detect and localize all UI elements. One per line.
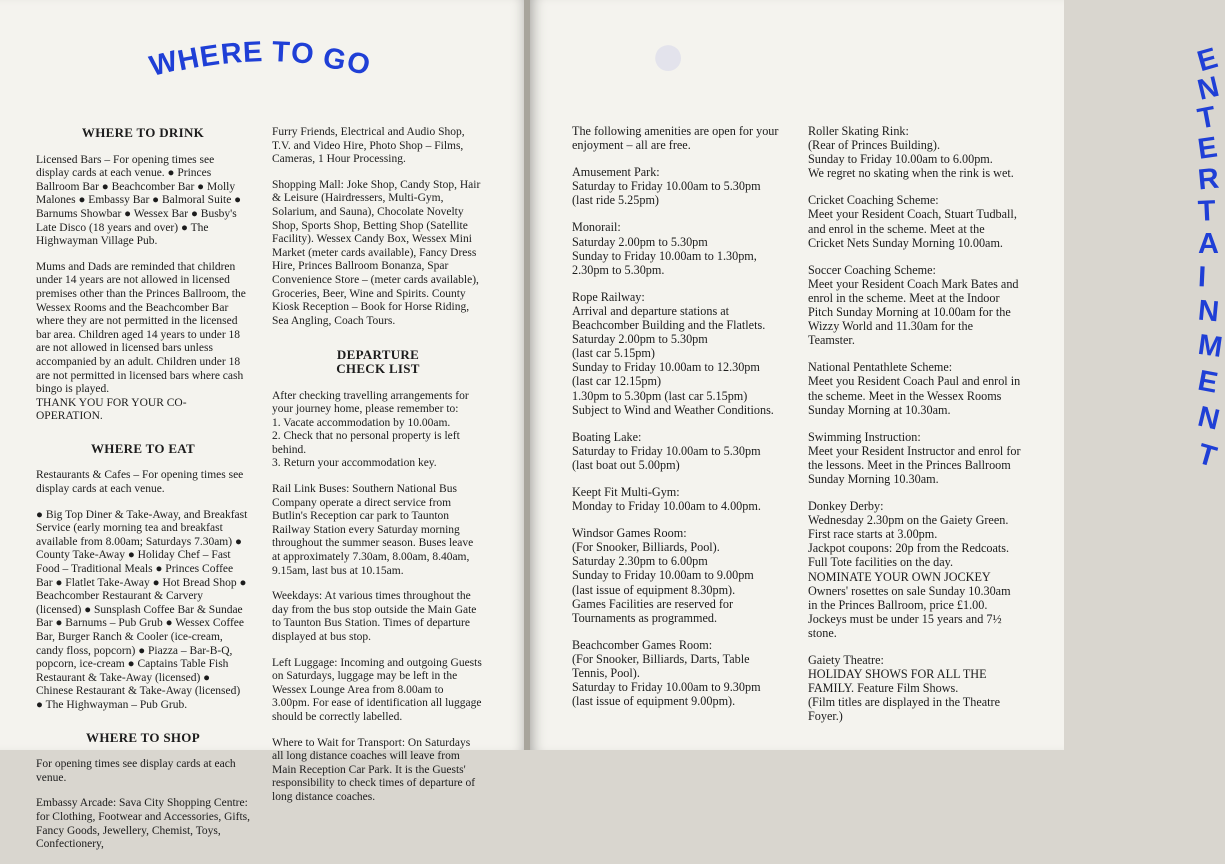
transport-text: Where to Wait for Transport: On Saturdays all long distance coaches will leave from Main Reception Car Park. It is the Guests' responsibility to check times of departure of long distance coaches. — [272, 736, 476, 803]
block-title: Keept Fit Multi-Gym: — [572, 484, 680, 499]
weekdays-text: Weekdays: At various times throughout the day from the bus stop outside the Main Gate to Taunton Bus Station. Times of departure displayed at bus stop. — [272, 590, 477, 643]
block-line: Sunday to Friday 10.00am to 1.30pm, — [572, 248, 757, 263]
block-title: Roller Skating Rink: — [808, 124, 909, 138]
entertainment-block — [808, 263, 1052, 348]
block-line: (last car 5.15pm) — [572, 346, 655, 361]
block-line: NOMINATE YOUR OWN JOCKEY — [808, 569, 991, 584]
where-to-go-banner: WHERE TO GO — [146, 36, 375, 83]
block-line: (last issue of equipment 9.00pm). — [572, 694, 736, 709]
block-line: Jockeys must be under 15 years and 7½ — [808, 611, 1002, 626]
entertainment-block — [808, 653, 1052, 723]
departure-heading: DEPARTURE — [336, 347, 420, 363]
block-line: Monday to Friday 10.00am to 4.00pm. — [572, 499, 761, 514]
block-line: We regret no skating when the rink is wet. — [808, 166, 1014, 181]
block-line: (For Snooker, Billiards, Darts, Table — [572, 651, 750, 666]
checklist-item: 2. Check that no personal property is left behind. — [272, 430, 460, 456]
entertainment-block — [572, 124, 798, 152]
shopping-mall-text: Shopping Mall: Joke Shop, Candy Stop, Hair & Leisure (Hairdressers, Multi-Gym, Solarium, and Sauna), Chocolate Novelty Shop, Sports Shop, Betting Shop (Satellite Facility). Wessex Candy Box, Wessex Mini Market (meter cards available), Fancy Dress Hire, Princes Ballroom Bonanza, Spar Convenience Store – (meter cards available), Groceries, Beer, Wine and Spirits. County Kiosk Reception – Book for Horse Riding, Sea Angling, Coach Tours. — [272, 178, 481, 327]
block-title: Monorail: — [572, 220, 621, 235]
block-line: First race starts at 3.00pm. — [808, 527, 938, 542]
block-line: Owners' rosettes on sale Sunday 10.30am — [808, 583, 1011, 598]
left-column-1 — [36, 126, 250, 864]
block-title: Rope Railway: — [572, 289, 645, 304]
block-line: Pitch Sunday Morning at 10.00am for the — [808, 305, 1011, 320]
block-line: Saturday to Friday 10.00am to 9.30pm — [572, 680, 761, 695]
restaurants-intro-text: Restaurants & Cafes – For opening times see display cards at each venue. — [36, 469, 244, 496]
checklist-intro-text: After checking travelling arrangements for your journey home, please remember to: — [272, 389, 469, 416]
block-line: the scheme. Meet in the Wessex Rooms — [808, 388, 1002, 403]
block-line: Saturday to Friday 10.00am to 5.30pm — [572, 443, 761, 458]
block-line: stone. — [808, 625, 837, 640]
block-line: (last boat out 5.00pm) — [572, 457, 680, 472]
entertainment-block — [572, 220, 798, 276]
entertainment-block — [572, 526, 798, 625]
block-line: (last car 12.15pm) — [572, 374, 662, 389]
left-page — [0, 0, 526, 851]
left-column-2 — [272, 126, 484, 817]
block-line: Sunday Morning at 10.30am. — [808, 402, 951, 417]
background-print-through: ● — [650, 21, 687, 88]
block-line: (last issue of equipment 8.30pm). — [572, 582, 736, 597]
block-line: Meet your Resident Instructor and enrol for — [808, 443, 1021, 458]
block-line: (Film titles are displayed in the Theatre — [808, 695, 1001, 710]
right-column-2 — [808, 124, 1052, 736]
block-line: Wizzy World and 11.30am for the — [808, 319, 974, 334]
block-title: National Pentathlete Scheme: — [808, 360, 953, 375]
entertainment-block — [808, 124, 1052, 180]
block-line: Wednesday 2.30pm on the Gaiety Green. — [808, 513, 1009, 528]
block-title: Gaiety Theatre: — [808, 653, 884, 667]
block-line: Subject to Wind and Weather Conditions. — [572, 402, 774, 417]
entertainment-block — [808, 360, 1052, 416]
entertainment-block — [572, 290, 798, 417]
block-line: and enrol in the scheme. Meet at the — [808, 221, 985, 236]
embassy-arcade-text: Embassy Arcade: Sava City Shopping Centre: for Clothing, Footwear and Accessories, Gifts, Fancy Goods, Jewellery, Chemist, Toys, Confectionery, — [36, 797, 250, 851]
entertainment-block — [572, 638, 798, 708]
block-line: FAMILY. Feature Film Shows. — [808, 681, 959, 696]
block-line: enrol in the scheme. Meet at the Indoor — [808, 290, 1000, 305]
block-line: Foyer.) — [808, 709, 843, 724]
block-line: 2.30pm to 5.30pm. — [572, 262, 665, 277]
block-line: Saturday 2.00pm to 5.30pm — [572, 332, 708, 347]
entertainment-block — [572, 485, 798, 513]
block-title: Swimming Instruction: — [808, 429, 921, 444]
block-line: (For Snooker, Billiards, Pool). — [572, 540, 720, 555]
block-title: Windsor Games Room: — [572, 526, 687, 541]
restaurants-list-text: ● Big Top Diner & Take-Away, and Breakfast Service (early morning tea and breakfast available from 8.00am; Saturdays 7.30am) ● County Take-Away ● Holiday Chef – Fast Food – Traditional Meals ● Princes Coffee Bar ● Flatlet Take-Away ● Hot Bread Shop ● Beachcomber Restaurant & Carvery (licensed) ● Sunsplash Coffee Bar & Sundae Bar ● Barnums – Pub Grub ● Wessex Coffee Bar, Burger Ranch & Cooler (ice-cream, candy floss, popcorn) ● Piazza – Bar-B-Q, popcorn, ice-cream ● Captains Table Fish Restaurant & Take-Away (licensed) ● Chinese Restaurant & Take-Away (licensed) ● The Highwayman – Pub Grub. — [36, 508, 248, 711]
block-line: Cricket Nets Sunday Morning 10.00am. — [808, 235, 1003, 250]
where-to-drink-heading: WHERE TO DRINK — [81, 125, 205, 140]
block-title: Cricket Coaching Scheme: — [808, 193, 939, 208]
entertainment-block — [572, 430, 798, 472]
block-line: Tournaments as programmed. — [572, 610, 718, 625]
block-line: Meet your Resident Coach, Stuart Tudball, — [808, 207, 1017, 222]
entertainment-block — [808, 193, 1052, 249]
block-line: Saturday to Friday 10.00am to 5.30pm — [572, 179, 761, 194]
rail-link-text: Rail Link Buses: Southern National Bus Company operate a direct service from Butlin's Reception car park to Taunton Railway Station every Saturday morning throughout the summer season. Buses leave at approximately 7.30am, 8.00am, 8.40am, 9.15am, last bus at 10.15am. — [272, 483, 474, 577]
block-title: Boating Lake: — [572, 429, 642, 444]
block-line: Full Tote facilities on the day. — [808, 555, 954, 570]
block-line: Arrival and departure stations at — [572, 303, 730, 318]
block-line: Teamster. — [808, 333, 855, 348]
where-to-eat-heading: WHERE TO EAT — [90, 440, 196, 456]
where-to-shop-heading: WHERE TO SHOP — [86, 729, 200, 745]
block-line: 1.30pm to 5.30pm (last car 5.15pm) — [572, 388, 748, 403]
block-line: Beachcomber Building and the Flatlets. — [572, 318, 766, 333]
block-line: HOLIDAY SHOWS FOR ALL THE — [808, 667, 987, 682]
block-line: (last ride 5.25pm) — [572, 193, 659, 208]
block-title: The following amenities are open for your — [572, 124, 779, 138]
entertainment-block — [808, 499, 1052, 640]
block-line: enjoyment – all are free. — [572, 138, 691, 153]
children-notice-text: Mums and Dads are reminded that children under 14 years are not allowed in licensed premises other than the Princes Ballroom, the Wessex Rooms and the Beachcomber Bar where they are not permitted in the licensed bar area. Children aged 14 years to under 18 are not allowed in licensed bars unless accompanied by an adult. Children under 18 are not permitted in licensed bars where cash bingo is played. — [36, 260, 246, 396]
thank-you-text: THANK YOU FOR YOUR CO-OPERATION. — [36, 396, 187, 423]
right-page — [530, 0, 1225, 750]
checklist-item: 3. Return your accommodation key. — [272, 457, 437, 470]
block-line: Saturday 2.00pm to 5.30pm — [572, 234, 708, 249]
shop-continued-text: Furry Friends, Electrical and Audio Shop, T.V. and Video Hire, Photo Shop – Films, Cameras, 1 Hour Processing. — [272, 126, 465, 166]
block-title: Beachcomber Games Room: — [572, 637, 713, 652]
block-line: in the Princes Ballroom, price £1.00. — [808, 597, 988, 612]
block-line: Tennis, Pool). — [572, 666, 640, 680]
block-line: Games Facilities are reserved for — [572, 596, 734, 611]
block-title: Amusement Park: — [572, 165, 660, 180]
block-line: Saturday 2.30pm to 6.00pm — [572, 554, 708, 569]
licensed-bars-text: Licensed Bars – For opening times see display cards at each venue. ● Princes Ballroom Bar ● Beachcomber Bar ● Molly Malones ● Embassy Bar ● Balmoral Suite ● Barnums Showbar ● Wessex Bar ● Busby's Late Disco (18 years and over) ● The Highwayman Village Pub. — [36, 153, 242, 248]
block-line: (Rear of Princes Building). — [808, 138, 941, 153]
entertainment-block — [808, 430, 1052, 486]
block-line: Sunday to Friday 10.00am to 9.00pm — [572, 568, 754, 583]
block-title: Donkey Derby: — [808, 499, 884, 514]
block-title: Soccer Coaching Scheme: — [808, 262, 936, 277]
checklist-items — [272, 417, 484, 471]
block-line: Jackpot coupons: 20p from the Redcoats. — [808, 541, 1010, 556]
block-line: Meet you Resident Coach Paul and enrol in — [808, 374, 1021, 389]
block-line: Sunday Morning 10.30am. — [808, 471, 939, 486]
block-line: Sunday to Friday 10.00am to 6.00pm. — [808, 152, 993, 167]
check-list-heading: CHECK LIST — [336, 360, 420, 376]
entertainment-block — [572, 165, 798, 207]
checklist-item: 1. Vacate accommodation by 10.00am. — [272, 416, 451, 429]
block-line: Sunday to Friday 10.00am to 12.30pm — [572, 360, 760, 375]
block-line: the lessons. Meet in the Princes Ballroom — [808, 457, 1011, 472]
left-luggage-text: Left Luggage: Incoming and outgoing Guests on Saturdays, luggage may be left in the Wessex Lounge Area from 8.00am to 3.00pm. For ease of identification all luggage should be correctly labelled. — [272, 656, 482, 723]
entertainment-banner: ENTERTAINMENT — [1193, 41, 1225, 474]
shop-intro-text: For opening times see display cards at each venue. — [36, 758, 236, 784]
right-column-1 — [572, 124, 798, 721]
block-line: Meet your Resident Coach Mark Bates and — [808, 276, 1019, 291]
